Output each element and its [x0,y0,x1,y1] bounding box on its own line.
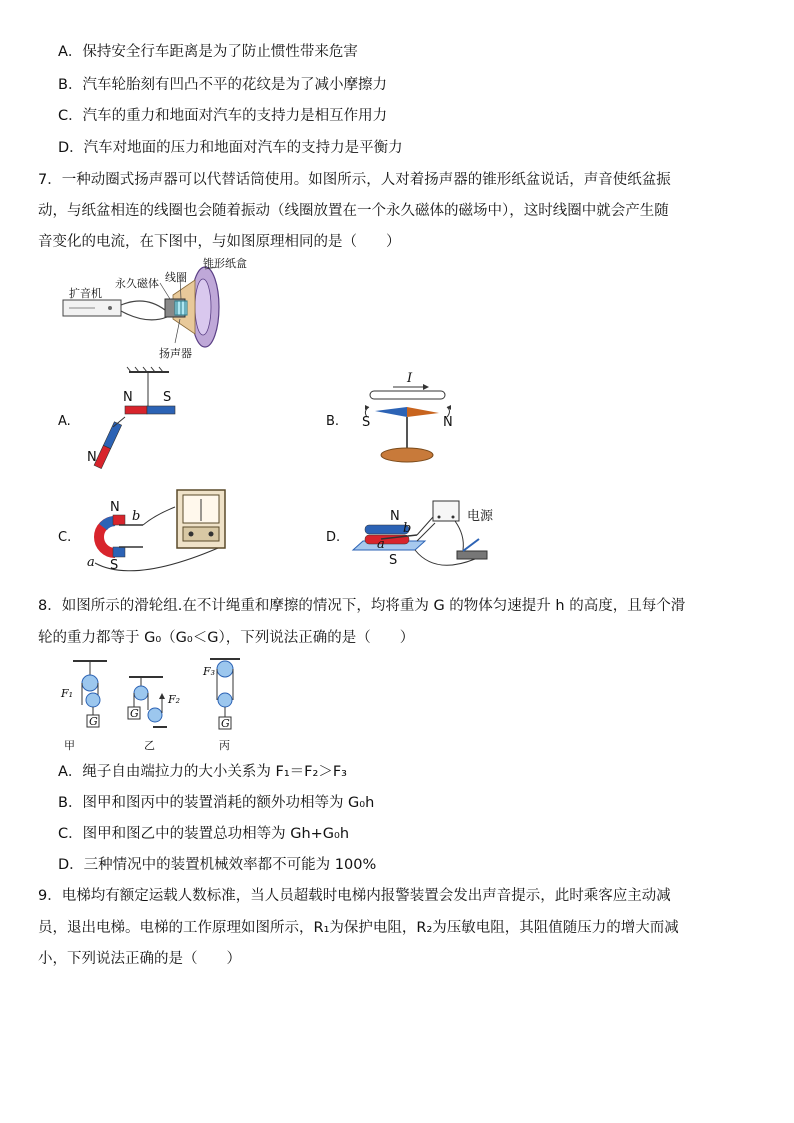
label-power-supply: 电源 [467,509,494,524]
label-permanent-magnet: 永久磁体 [115,277,159,290]
q7-option-b-figure [345,371,470,470]
q8-option-d: D．三种情况中的装置机械效率都不可能为 100% [58,857,377,873]
q8-option-b: B．图甲和图丙中的装置消耗的额外功相等为 G₀h [58,795,375,811]
label-d-a: a [377,537,385,552]
label-g-jia: G [89,715,98,728]
label-g-bing: G [221,717,230,730]
generator-drawing [75,485,255,580]
q6-option-a: A．保持安全行车距离是为了防止惯性带来危害 [58,44,358,60]
label-yi: 乙 [144,739,155,752]
q7-stem-line-3: 音变化的电流，在下图中，与如图原理相同的是（ ） [38,234,401,250]
q8-stem-line-1: 8．如图所示的滑轮组.在不计绳重和摩擦的情况下，均将重为 G 的物体匀速提升 h 的高度，且每个滑 [38,598,686,614]
label-d-b: b [403,521,412,536]
label-cone: 锥形纸盒 [203,257,247,270]
q6-option-b: B．汽车轮胎刻有凹凸不平的花纹是为了减小摩擦力 [58,77,387,93]
label-c-b: b [132,509,141,524]
label-f3: F₃ [203,665,216,678]
label-f2: F₂ [168,693,181,706]
label-a-n1: N [123,390,133,405]
q9-stem-line-2: 员，退出电梯。电梯的工作原理如图所示，R₁为保护电阻，R₂为压敏电阻，其阻值随压力的增大而减 [38,920,679,936]
label-bing: 丙 [219,739,230,752]
label-jia: 甲 [64,739,75,752]
label-c-a: a [87,555,95,570]
q6-option-c: C．汽车的重力和地面对汽车的支持力是相互作用力 [58,108,388,124]
q7-option-a-letter: A. [58,414,71,429]
label-b-s: S [362,415,371,430]
q7-stem-line-2: 动，与纸盆相连的线圈也会随着振动（线圈放置在一个永久磁体的磁场中），这时线圈中就会产生随 [38,203,669,219]
pulley-figure [55,655,265,755]
q7-option-d-figure [345,495,515,580]
label-b-n: N [443,415,453,430]
label-c-s: S [110,558,119,573]
label-g-yi: G [130,707,139,720]
q7-option-c-figure [75,485,255,580]
label-a-n2: N [87,450,97,465]
label-c-n: N [110,500,120,515]
label-amplifier: 扩音机 [69,287,102,300]
label-f1: F₁ [61,687,74,700]
q7-option-c-letter: C. [58,530,72,545]
q8-option-a: A．绳子自由端拉力的大小关系为 F₁＝F₂＞F₃ [58,764,347,780]
q8-stem-line-2: 轮的重力都等于 G₀（G₀＜G），下列说法正确的是（ ） [38,630,415,646]
q7-option-b-letter: B. [326,414,340,429]
label-coil: 线圈 [165,271,187,284]
label-speaker: 扬声器 [159,347,192,360]
q7-option-a-figure [75,362,205,477]
speaker-figure [55,255,255,360]
q8-option-c: C．图甲和图乙中的装置总功相等为 Gh+G₀h [58,826,350,842]
q9-stem-line-1: 9．电梯均有额定运载人数标准，当人员超载时电梯内报警装置会发出声音提示，此时乘客应主动减 [38,888,671,904]
q7-stem-line-1: 7．一种动圈式扬声器可以代替话筒使用。如图所示，人对着扬声器的锥形纸盆说话，声音使纸盆振 [38,172,671,188]
label-a-s1: S [163,390,172,405]
q7-option-d-letter: D. [326,530,341,545]
label-d-s: S [389,553,398,568]
label-d-n: N [390,509,400,524]
q9-stem-line-3: 小，下列说法正确的是（ ） [38,951,241,967]
label-current-i: I [407,371,413,386]
q6-option-d: D．汽车对地面的压力和地面对汽车的支持力是平衡力 [58,140,403,156]
pulleys-drawing [55,655,265,755]
